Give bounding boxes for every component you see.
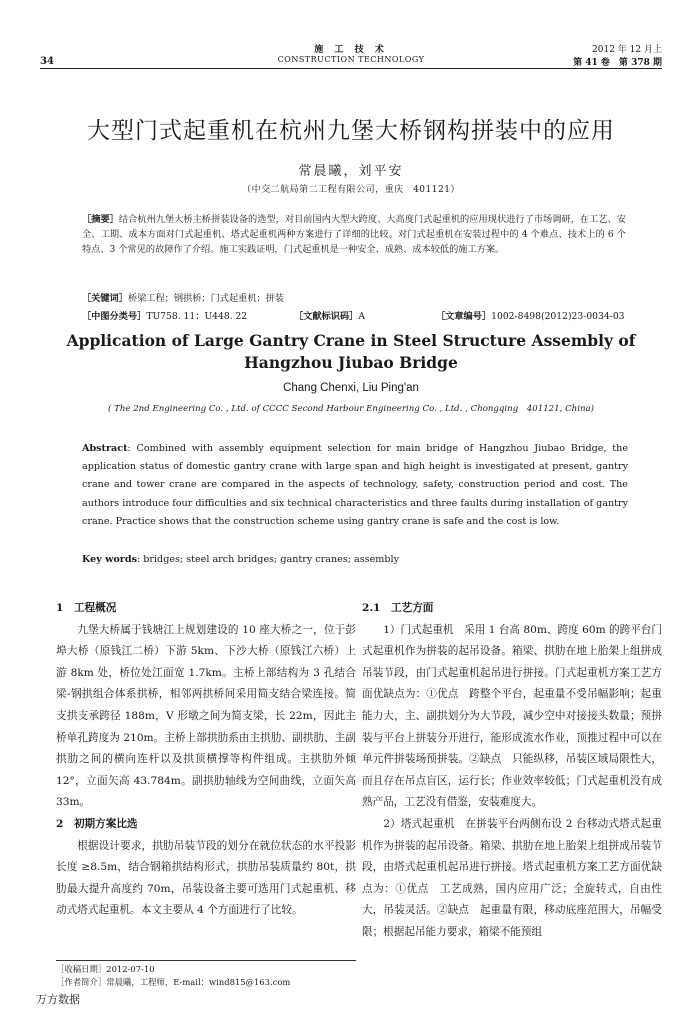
keywords-en-text: : bridges; steel arch bridges; gantry cranes; assembly [136,554,399,565]
section-2-text: 根据设计要求，拱肋吊装节段的划分在就位状态的水平投影长度 ≥8.5m，结合钢箱拱结构形式，拱肋吊装质量约 80t，拱肋最大提升高度约 70m，吊装设备主要可选用门式起重机、移动式塔式起重机。本文主要从 4 个方面进行了比较。 [56,839,356,917]
running-header [40,40,662,69]
doc-code-value: A [358,311,365,322]
article-title-en: Application of Large Gantry Crane in Steel Structure Assembly of Hangzhou Jiubao Bridge [66,331,636,372]
database-watermark: 万方数据 [36,993,80,1006]
tower-crane-paragraph: 2）塔式起重机 在拼装平台两侧布设 2 台移动式塔式起重机作为拼装的起吊设备。箱梁、拱肋在地上胎架上组拼成吊装节段，由塔式起重机起吊进行拼接。塔式起重机方案工艺方面优缺点为：①优点 工艺成熟，国内应用广泛；全旋转式，自由性大，吊装灵活。②缺点 起重量有限，移动底座范围大，吊幅受限；根据起吊能力要求，箱梁不能预组 [362,817,662,938]
body-column-right [362,598,662,944]
authors-cn: 常晨曦，刘平安 [298,164,404,179]
document-code [294,308,365,322]
gantry-crane-paragraph: 1）门式起重机 采用 1 台高 80m、跨度 60m 的跨平台门式起重机作为拼装的起吊设备。箱梁、拱肋在地上胎架上组拼成吊装节段，由门式起重机起吊进行拼接。门式起重机方案工艺方面优缺点为：①优点 跨整个平台，起重量不受吊幅影响；起重能力大，主、副拱划分为大节段，减少空中对接接头数量；预拼装与平台上拼装分开进行，能形成流水作业，顶推过程中可以在单元件拼装场预拼装。②缺点 只能纵移，吊装区域局限性大，而且存在吊点盲区，运行长；作业效率较低；门式起重机没有成熟产品，工艺没有借鉴，安装难度大。 [362,623,662,809]
journal-name-en: CONSTRUCTION TECHNOLOGY [277,55,425,64]
doc-code-label: ［文献标识码］ [294,311,359,322]
received-date: ［收稿日期］2012-07-10 [56,964,155,974]
authors-en: Chang Chenxi, Liu Ping'an [283,382,419,394]
classification-number [82,308,247,322]
issue-volume: 第 41 卷 第 378 期 [573,58,662,68]
footnote [56,960,356,989]
abstract-cn-text: 结合杭州九堡大桥主桥拼装设备的选型，对目前国内大型大跨度、大高度门式起重机的应用现状进行了市场调研，在工艺、安全、工期、成本方面对门式起重机、塔式起重机两种方案进行了详细的比较。对门式起重机在安装过程中的 4 个难点、技术上的 6 个特点、3 个常见的故障作了介绍。施工实践证明，门式起重机是一种安全、成熟、成本较低的施工方案。 [82,214,627,255]
keywords-en [82,554,399,565]
article-id-label: ［文章编号］ [436,311,492,322]
keywords-cn-label: ［关键词］ [82,293,128,304]
author-bio: ［作者简介］常晨曦，工程师，E-mail：wind815@163.com [56,977,291,987]
abstract-en-text: : Combined with assembly equipment selection for main bridge of Hangzhou Jiubao Bridge, the application status of domestic gantry crane with large span and high height is investigated at present, gantry crane and tower crane are compared in the aspects of technology, safety, construction period and cost. The authors introduce four difficulties and six technical characteristics and three faults during installation of gantry crane. Practice shows that the construction scheme using gantry crane is safe and the cost is low. [82,443,628,527]
keywords-cn [82,290,284,304]
abstract-cn-label: ［摘要］ [82,214,119,225]
issue-date: 2012 年 12 月上 [592,45,662,55]
article-number [436,308,625,322]
journal-name-cn: 施 工 技 术 [314,45,388,55]
body-column-left [56,598,356,922]
keywords-en-label: Key words [82,554,137,565]
classification-value: TU758. 11；U448. 22 [146,311,248,322]
section-1-text: 九堡大桥属于钱塘江上规划建设的 10 座大桥之一，位于彭埠大桥（原钱江二桥）下游 5km、下沙大桥（原钱江六桥）上游 8km 处，桥位处江面宽 1.7km。主桥上部结构为 3 孔结合梁-钢拱组合体系拱桥，相邻两拱桥间采用简支结合梁连接。简支拱支承跨径 188m，V 形墩之间为简支梁，长 22m，因此主桥单孔跨度为 210m。主桥上部拱肋系由主拱肋、副拱肋、主副拱肋之间的横向连杆以及拱顶横撑等构件组成。主拱肋外倾 12°，立面矢高 43.784m。副拱肋轴线为空间曲线，立面矢高 33m。 [56,623,356,809]
section-2-heading: 2 初期方案比选 [56,817,138,830]
abstract-en-label: Abstract [82,443,128,454]
subsection-2-1-heading: 2.1 工艺方面 [362,602,434,614]
abstract-cn [82,212,626,257]
article-id-value: 1002-8498(2012)23-0034-03 [491,311,625,322]
article-title-cn: 大型门式起重机在杭州九堡大桥钢构拼装中的应用 [87,118,615,144]
affiliation-en: ( The 2nd Engineering Co. , Ltd. of CCCC Second Harbour Engineering Co. , Ltd. , Chongqing 401121, China) [108,404,594,414]
keywords-cn-text: 桥梁工程；钢拱桥；门式起重机；拼装 [127,293,285,304]
affiliation-cn: （中交二航局第二工程有限公司，重庆 401121） [242,185,460,195]
section-1-heading: 1 工程概况 [56,602,117,614]
classification-label: ［中图分类号］ [82,311,147,322]
page-number: 34 [40,56,54,67]
abstract-en [82,440,628,531]
